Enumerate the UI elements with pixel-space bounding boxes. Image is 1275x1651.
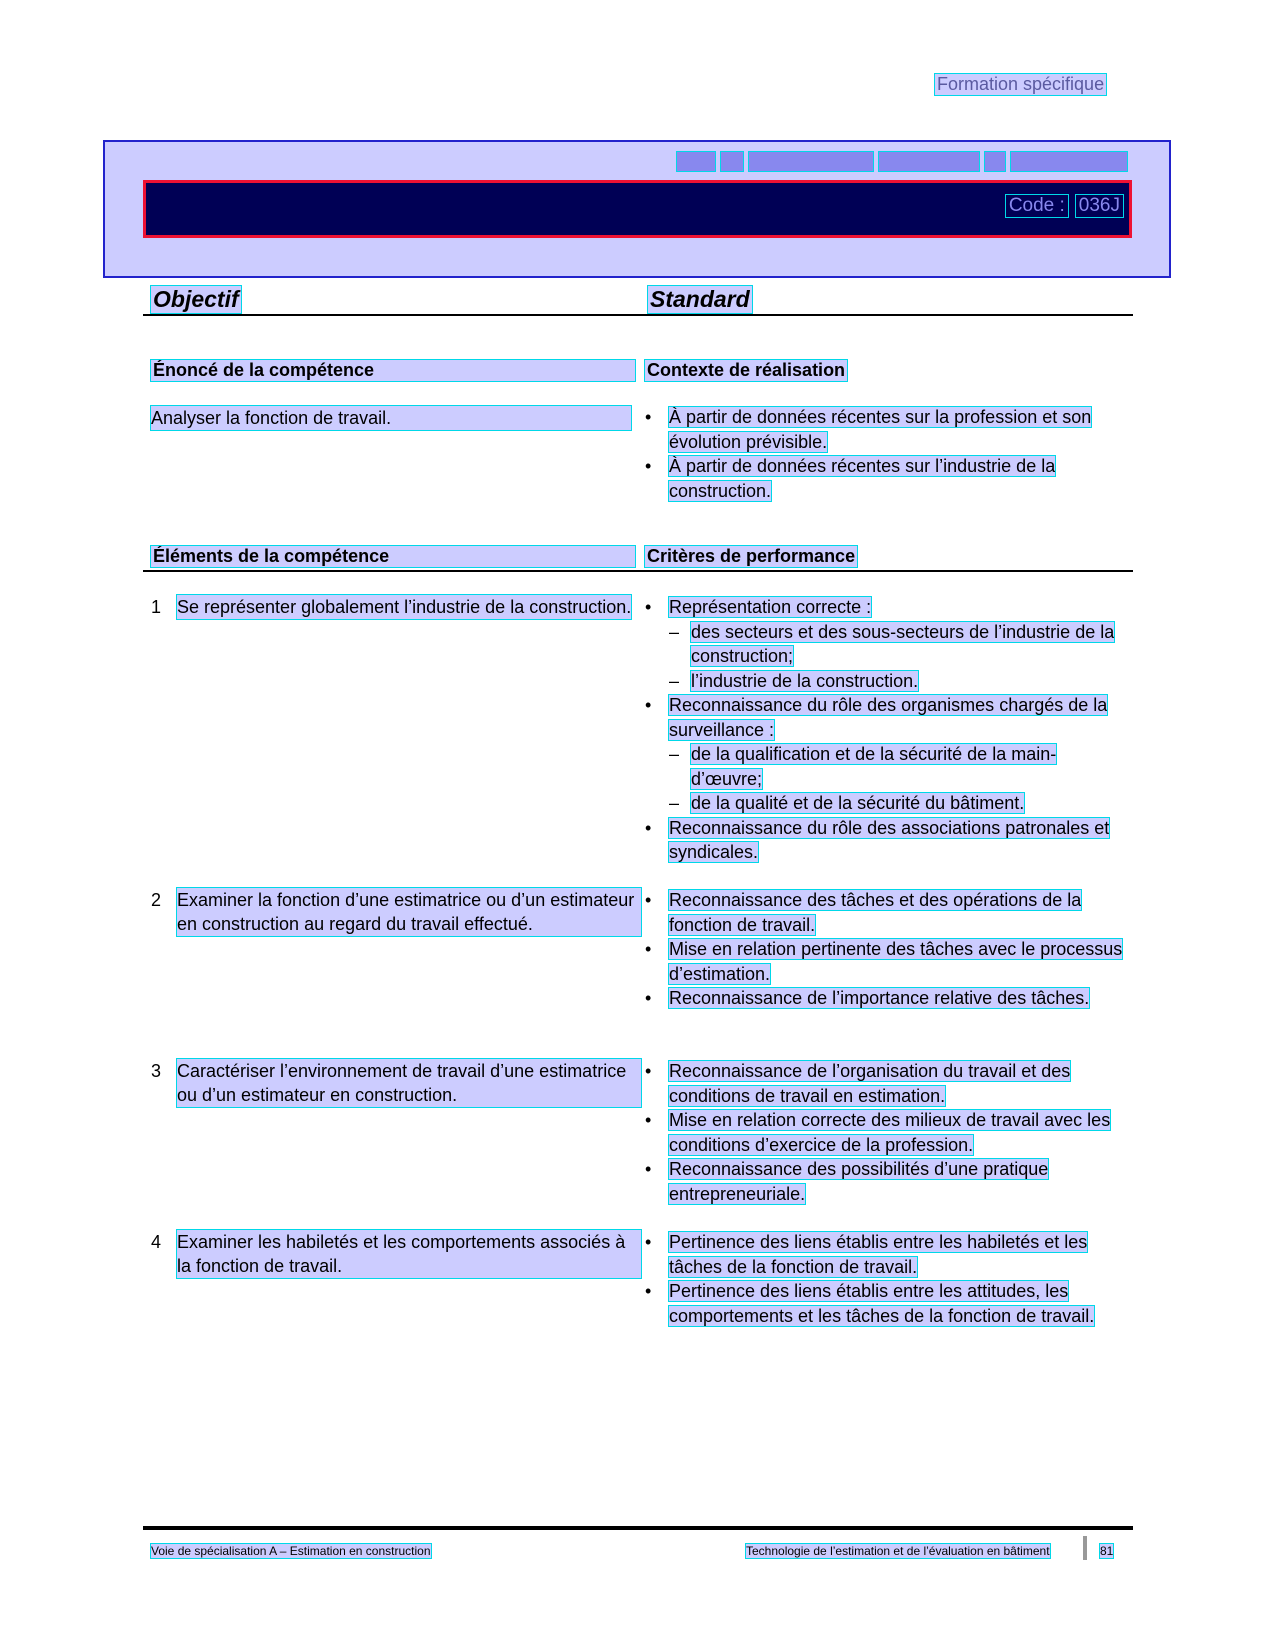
- criterion-text: Reconnaissance des tâches et des opérations de la fonction de travail.: [669, 890, 1082, 935]
- list-item: [645, 986, 1125, 1011]
- criterion-text: Pertinence des liens établis entre les habiletés et les tâches de la fonction de travail.: [669, 1232, 1088, 1277]
- list-item: [645, 1230, 1125, 1279]
- criterion-text: de la qualité et de la sécurité du bâtiment.: [691, 793, 1025, 813]
- section-title-enonce: Énoncé de la compétence: [151, 360, 635, 381]
- section-title-criteres: Critères de performance: [647, 546, 856, 566]
- column-heading-objectif: Objectif: [153, 286, 239, 312]
- element-item: [151, 1059, 641, 1107]
- banner-strip-segment: [879, 152, 979, 171]
- element-number: 3: [151, 1061, 162, 1081]
- list-item: [645, 791, 1125, 816]
- list-item: [645, 620, 1125, 669]
- element-item: [151, 888, 641, 936]
- criterion-text: Pertinence des liens établis entre les attitudes, les comportements et les tâches de la fonction de travail.: [669, 1281, 1095, 1326]
- element-text: Caractériser l’environnement de travail d’une estimatrice ou d’un estimateur en construction.: [177, 1059, 641, 1107]
- criteria-list: [645, 1230, 1125, 1328]
- list-item: [645, 888, 1125, 937]
- criteria-list: [645, 888, 1125, 1011]
- criterion-text: Représentation correcte :: [669, 597, 872, 617]
- criterion-text: Reconnaissance des possibilités d’une pratique entrepreneuriale.: [669, 1159, 1049, 1204]
- footer-rule: [143, 1526, 1133, 1530]
- code-box: [1006, 195, 1123, 217]
- criterion-text: Mise en relation correcte des milieux de travail avec les conditions d’exercice de la profession.: [669, 1110, 1111, 1155]
- list-item: [645, 742, 1125, 791]
- element-text: Examiner la fonction d’une estimatrice ou d’un estimateur en construction au regard du travail effectué.: [177, 888, 641, 936]
- banner-title-bar: [143, 180, 1132, 238]
- list-item: [645, 1059, 1125, 1108]
- element-text: Examiner les habiletés et les comportements associés à la fonction de travail.: [177, 1230, 641, 1278]
- list-item: [645, 1108, 1125, 1157]
- criterion-text: Reconnaissance de l’importance relative des tâches.: [669, 988, 1090, 1008]
- code-label: Code :: [1006, 195, 1068, 217]
- list-item: [645, 405, 1125, 454]
- list-item: [645, 937, 1125, 986]
- heading-rule: [143, 314, 1133, 316]
- section-title-elements: Éléments de la compétence: [151, 546, 635, 567]
- section-rule: [143, 570, 1133, 572]
- footer-separator: [1083, 1536, 1087, 1560]
- element-text: Se représenter globalement l’industrie de la construction.: [177, 597, 632, 617]
- section-title-contexte: Contexte de réalisation: [647, 360, 846, 380]
- context-item-text: À partir de données récentes sur la profession et son évolution prévisible.: [669, 407, 1092, 452]
- banner-strip-segment: [749, 152, 873, 171]
- element-number: 1: [151, 597, 162, 617]
- criterion-text: de la qualification et de la sécurité de la main-d’œuvre;: [691, 744, 1057, 789]
- criterion-text: Reconnaissance du rôle des associations patronales et syndicales.: [669, 817, 1110, 862]
- criterion-text: Mise en relation pertinente des tâches avec le processus d’estimation.: [669, 939, 1123, 984]
- criteria-list: [645, 595, 1125, 865]
- list-item: [645, 693, 1125, 742]
- banner-strip-segment: [985, 152, 1005, 171]
- banner-strip-segment: [1011, 152, 1127, 171]
- list-item: [645, 669, 1125, 694]
- criterion-text: Reconnaissance du rôle des organismes chargés de la surveillance :: [669, 695, 1108, 740]
- column-heading-standard: Standard: [650, 286, 750, 312]
- element-item: [151, 595, 641, 619]
- footer-left-text: Voie de spécialisation A – Estimation en construction: [151, 1544, 431, 1558]
- code-value: 036J: [1076, 195, 1123, 217]
- banner-strip-segment: [721, 152, 743, 171]
- list-item: [645, 816, 1125, 865]
- criteria-list: [645, 1059, 1125, 1206]
- context-list: [645, 405, 1125, 503]
- header-label: Formation spécifique: [937, 74, 1105, 94]
- criterion-text: l’industrie de la construction.: [691, 670, 919, 691]
- page-number: 81: [1100, 1544, 1114, 1558]
- element-item: [151, 1230, 641, 1278]
- criterion-text: des secteurs et des sous-secteurs de l’industrie de la construction;: [691, 621, 1115, 666]
- list-item: [645, 595, 1125, 620]
- criterion-text: Reconnaissance de l’organisation du travail et des conditions de travail en estimation.: [669, 1061, 1071, 1106]
- context-item-text: À partir de données récentes sur l’industrie de la construction.: [669, 456, 1056, 501]
- list-item: [645, 1157, 1125, 1206]
- banner-strip-segment: [677, 152, 715, 171]
- element-number: 4: [151, 1232, 162, 1252]
- list-item: [645, 454, 1125, 503]
- element-number: 2: [151, 890, 162, 910]
- competence-statement: Analyser la fonction de travail.: [151, 406, 631, 430]
- list-item: [645, 1279, 1125, 1328]
- footer-right-text: Technologie de l’estimation et de l’évaluation en bâtiment: [746, 1544, 1050, 1558]
